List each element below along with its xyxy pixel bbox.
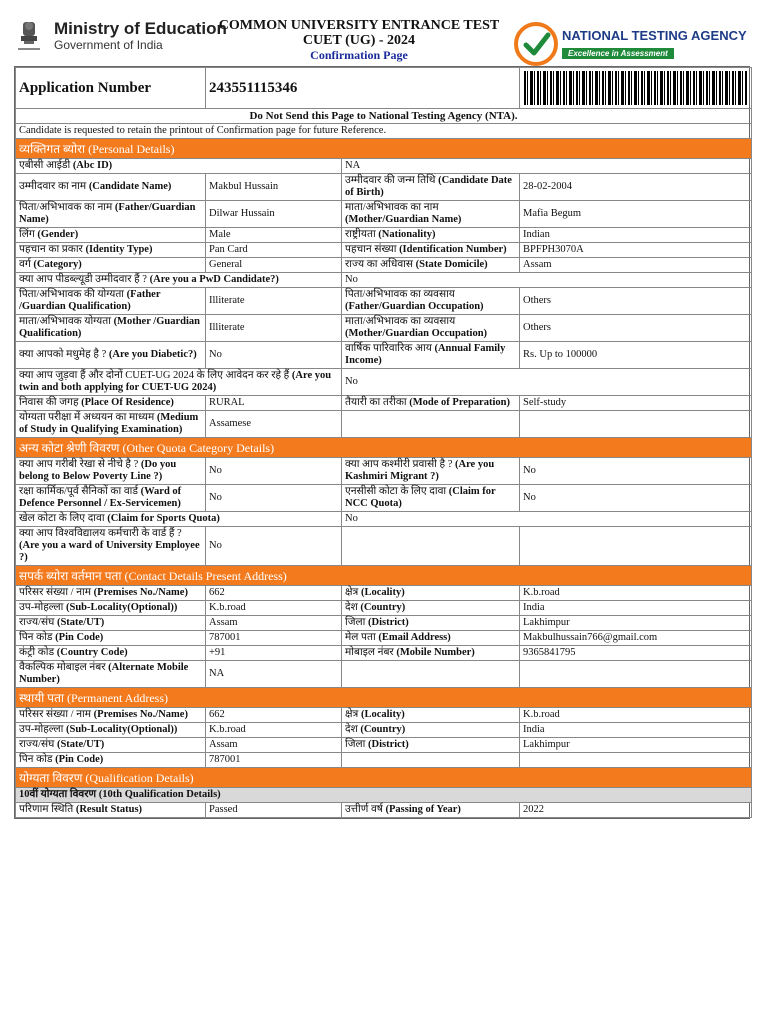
field-label: उम्मीदवार का नाम (Candidate Name) xyxy=(16,174,206,201)
field-value: K.b.road xyxy=(520,586,752,601)
field-value: Passed xyxy=(206,803,342,818)
table-row xyxy=(16,315,752,342)
field-value: Lakhimpur xyxy=(520,616,752,631)
field-label: कंट्री कोड (Country Code) xyxy=(16,646,206,661)
field-value: No xyxy=(520,485,752,512)
field-label: पहचान का प्रकार (Identity Type) xyxy=(16,243,206,258)
field-label: परिसर संख्या / नाम (Premises No./Name) xyxy=(16,708,206,723)
field-value: 9365841795 xyxy=(520,646,752,661)
field-value: 2022 xyxy=(520,803,752,818)
field-value: Indian xyxy=(520,228,752,243)
field-label: मोबाइल नंबर (Mobile Number) xyxy=(342,646,520,661)
field-label: उत्तीर्ण वर्ष (Passing of Year) xyxy=(342,803,520,818)
field-value: No xyxy=(342,369,752,396)
barcode-cell xyxy=(520,68,752,109)
field-value: K.b.road xyxy=(520,708,752,723)
table-row xyxy=(16,527,752,566)
table-row xyxy=(16,458,752,485)
field-label: परिणाम स्थिति (Result Status) xyxy=(16,803,206,818)
field-value: Pan Card xyxy=(206,243,342,258)
exam-title: COMMON UNIVERSITY ENTRANCE TEST xyxy=(218,18,500,33)
field-label: देश (Country) xyxy=(342,723,520,738)
table-row xyxy=(16,512,752,527)
field-label: उप-मोहल्ला (Sub-Locality(Optional)) xyxy=(16,601,206,616)
exam-title-block xyxy=(200,18,518,62)
field-label: पिता/अभिभावक का व्यवसाय (Father/Guardian Occupation) xyxy=(342,288,520,315)
field-value: Lakhimpur xyxy=(520,738,752,753)
empty-cell xyxy=(342,661,520,688)
field-label: वार्षिक पारिवारिक आय (Annual Family Income) xyxy=(342,342,520,369)
field-value: K.b.road xyxy=(206,723,342,738)
table-row xyxy=(16,411,752,438)
table-row xyxy=(16,753,752,768)
warning-note: Do Not Send this Page to National Testing Agency (NTA). xyxy=(16,109,752,124)
field-label: उम्मीदवार की जन्म तिथि (Candidate Date of Birth) xyxy=(342,174,520,201)
field-value: No xyxy=(342,512,752,527)
empty-cell xyxy=(520,753,752,768)
field-value: No xyxy=(206,527,342,566)
table-row xyxy=(16,273,752,288)
field-value: Assam xyxy=(520,258,752,273)
table-row xyxy=(16,708,752,723)
field-label: माता/अभिभावक का नाम (Mother/Guardian Name) xyxy=(342,201,520,228)
field-value: Assamese xyxy=(206,411,342,438)
empty-cell xyxy=(342,753,520,768)
table-row xyxy=(16,228,752,243)
field-value: 662 xyxy=(206,586,342,601)
field-value: 28-02-2004 xyxy=(520,174,752,201)
field-label: क्षेत्र (Locality) xyxy=(342,586,520,601)
nta-name: NATIONAL TESTING AGENCY xyxy=(562,27,747,43)
table-row xyxy=(16,631,752,646)
nta-logo-icon xyxy=(514,22,558,66)
field-label: उप-मोहल्ला (Sub-Locality(Optional)) xyxy=(16,723,206,738)
field-label: योग्यता परीक्षा में अध्ययन का माध्यम (Medium of Study in Qualifying Examination) xyxy=(16,411,206,438)
table-row xyxy=(16,258,752,273)
application-number-value: 243551115346 xyxy=(206,68,520,109)
field-label: वैकल्पिक मोबाइल नंबर (Alternate Mobile Number) xyxy=(16,661,206,688)
field-label: देश (Country) xyxy=(342,601,520,616)
nta-logo-block xyxy=(514,22,747,66)
field-label: लिंग (Gender) xyxy=(16,228,206,243)
national-emblem-icon xyxy=(14,18,44,54)
table-row xyxy=(16,723,752,738)
table-row xyxy=(16,369,752,396)
retain-note: Candidate is requested to retain the printout of Confirmation page for future Reference. xyxy=(16,124,752,139)
field-value: Dilwar Hussain xyxy=(206,201,342,228)
ministry-name: Ministry of Education xyxy=(54,18,227,38)
field-value: Makbulhussain766@gmail.com xyxy=(520,631,752,646)
table-row xyxy=(16,201,752,228)
field-value: 662 xyxy=(206,708,342,723)
field-value: NA xyxy=(342,159,752,174)
section-contact-details: सपर्क ब्योरा वर्तमान पता (Contact Details Present Address) xyxy=(16,566,752,586)
field-label: रक्षा कार्मिक/पूर्व सैनिकों का वार्ड (Ward of Defence Personnel / Ex-Servicemen) xyxy=(16,485,206,512)
field-label: पिन कोड (Pin Code) xyxy=(16,753,206,768)
field-label: माता/अभिभावक का व्यवसाय (Mother/Guardian Occupation) xyxy=(342,315,520,342)
page-header xyxy=(0,0,768,66)
nta-tagline: Excellence in Assessment xyxy=(562,48,674,59)
field-label: परिसर संख्या / नाम (Premises No./Name) xyxy=(16,586,206,601)
section-permanent-address: स्थायी पता (Permanent Address) xyxy=(16,688,752,708)
field-value: General xyxy=(206,258,342,273)
field-value: 787001 xyxy=(206,631,342,646)
table-row xyxy=(16,159,752,174)
ministry-logo-block xyxy=(14,18,227,54)
field-value: No xyxy=(520,458,752,485)
field-value: Mafia Begum xyxy=(520,201,752,228)
field-label: क्या आप विश्वविद्यालय कर्मचारी के वार्ड हैं ? (Are you a ward of University Employee ?) xyxy=(16,527,206,566)
table-row xyxy=(16,288,752,315)
page-title: Confirmation Page xyxy=(310,48,408,62)
subsection-10th-qualification: 10वीं योग्यता विवरण (10th Qualification Details) xyxy=(16,788,752,803)
field-value: India xyxy=(520,723,752,738)
field-value: Rs. Up to 100000 xyxy=(520,342,752,369)
empty-cell xyxy=(520,661,752,688)
field-label: पहचान संख्या (Identification Number) xyxy=(342,243,520,258)
field-value: NA xyxy=(206,661,342,688)
field-label: राज्य का अधिवास (State Domicile) xyxy=(342,258,520,273)
field-label: क्या आप कश्मीरी प्रवासी है ? (Are you Kashmiri Migrant ?) xyxy=(342,458,520,485)
table-row xyxy=(16,738,752,753)
table-row xyxy=(16,485,752,512)
field-value: BPFPH3070A xyxy=(520,243,752,258)
table-row xyxy=(16,601,752,616)
field-value: +91 xyxy=(206,646,342,661)
field-value: Others xyxy=(520,288,752,315)
field-label: राज्य/संघ (State/UT) xyxy=(16,738,206,753)
field-label: क्या आप जुड़वा हैं और दोनों CUET-UG 2024 के लिए आवेदन कर रहे हैं (Are you twin and both applying for CUET-UG 2024) xyxy=(16,369,342,396)
field-label: माता/अभिभावक योग्यता (Mother /Guardian Qualification) xyxy=(16,315,206,342)
field-label: एनसीसी कोटा के लिए दावा (Claim for NCC Quota) xyxy=(342,485,520,512)
field-label: पिता/अभिभावक की योग्यता (Father /Guardian Qualification) xyxy=(16,288,206,315)
field-label: राज्य/संघ (State/UT) xyxy=(16,616,206,631)
field-value: No xyxy=(206,485,342,512)
field-label: क्षेत्र (Locality) xyxy=(342,708,520,723)
table-row xyxy=(16,646,752,661)
field-value: Makbul Hussain xyxy=(206,174,342,201)
field-value: RURAL xyxy=(206,396,342,411)
table-row xyxy=(16,661,752,688)
field-value: Illiterate xyxy=(206,288,342,315)
field-value: Others xyxy=(520,315,752,342)
field-label: राष्ट्रीयता (Nationality) xyxy=(342,228,520,243)
field-label: जिला (District) xyxy=(342,738,520,753)
field-value: Illiterate xyxy=(206,315,342,342)
field-label: पिन कोड (Pin Code) xyxy=(16,631,206,646)
field-value: Assam xyxy=(206,616,342,631)
section-personal-details: व्यक्तिगत ब्योरा (Personal Details) xyxy=(16,139,752,159)
field-label: वर्ग (Category) xyxy=(16,258,206,273)
field-value: India xyxy=(520,601,752,616)
field-value: No xyxy=(342,273,752,288)
section-qualification-details: योग्यता विवरण (Qualification Details) xyxy=(16,768,752,788)
confirmation-table xyxy=(14,66,750,819)
field-label: एबीसी आईडी (Abc ID) xyxy=(16,159,342,174)
field-label: खेल कोटा के लिए दावा (Claim for Sports Quota) xyxy=(16,512,342,527)
table-row xyxy=(16,243,752,258)
field-label: निवास की जगह (Place Of Residence) xyxy=(16,396,206,411)
empty-cell xyxy=(520,411,752,438)
table-row xyxy=(16,342,752,369)
field-value: No xyxy=(206,458,342,485)
application-number-label: Application Number xyxy=(16,68,206,109)
government-name: Government of India xyxy=(54,37,163,52)
field-value: Assam xyxy=(206,738,342,753)
table-row xyxy=(16,803,752,818)
field-value: K.b.road xyxy=(206,601,342,616)
table-row xyxy=(16,586,752,601)
field-label: जिला (District) xyxy=(342,616,520,631)
field-label: पिता/अभिभावक का नाम (Father/Guardian Name) xyxy=(16,201,206,228)
field-value: Male xyxy=(206,228,342,243)
table-row xyxy=(16,396,752,411)
empty-cell xyxy=(342,527,520,566)
section-quota-details: अन्य कोटा श्रेणी विवरण (Other Quota Category Details) xyxy=(16,438,752,458)
empty-cell xyxy=(520,527,752,566)
barcode-image xyxy=(524,71,747,105)
field-label: क्या आप पीडब्ल्यूडी उम्मीदवार हैं ? (Are you a PwD Candidate?) xyxy=(16,273,342,288)
field-label: क्या आप गरीबी रेखा से नीचे है ? (Do you belong to Below Poverty Line ?) xyxy=(16,458,206,485)
field-value: No xyxy=(206,342,342,369)
exam-subtitle: CUET (UG) - 2024 xyxy=(302,33,416,48)
field-value: 787001 xyxy=(206,753,342,768)
field-label: क्या आपको मधुमेह है ? (Are you Diabetic?) xyxy=(16,342,206,369)
table-row xyxy=(16,616,752,631)
field-label: मेल पता (Email Address) xyxy=(342,631,520,646)
application-number-row xyxy=(16,68,752,109)
empty-cell xyxy=(342,411,520,438)
field-label: तैयारी का तरीका (Mode of Preparation) xyxy=(342,396,520,411)
field-value: Self-study xyxy=(520,396,752,411)
table-row xyxy=(16,174,752,201)
